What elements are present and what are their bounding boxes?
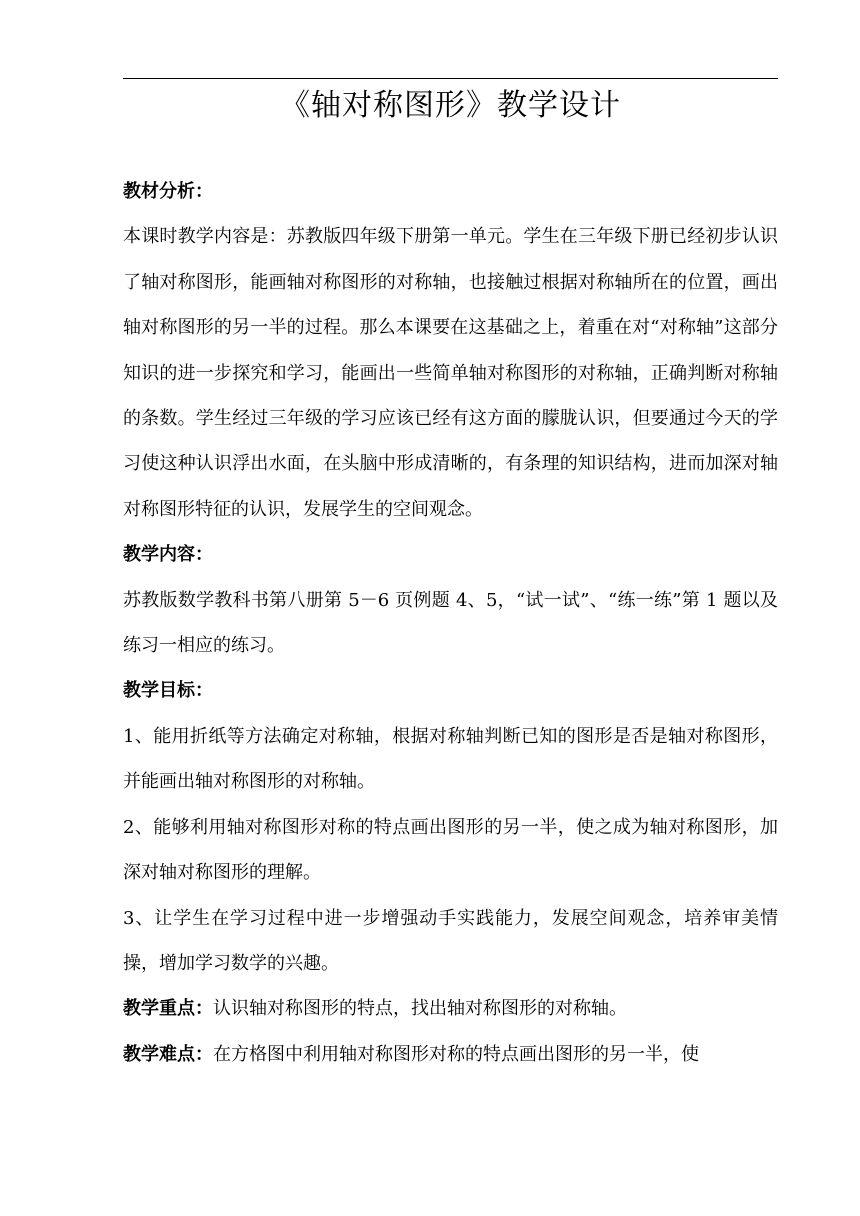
- objective-item-2: 2、能够利用轴对称图形对称的特点画出图形的另一半，使之成为轴对称图形，加深对轴对称图形的理解。: [123, 816, 778, 884]
- objectives-heading: 教学目标：: [123, 680, 213, 702]
- document-body: [123, 169, 778, 1077]
- key-point-label: 教学重点：: [123, 998, 213, 1020]
- document-title: 《轴对称图形》教学设计: [280, 88, 621, 123]
- analysis-heading: 教材分析：: [123, 181, 213, 202]
- header-rule: [123, 78, 778, 79]
- difficulty-label: 教学难点：: [123, 1043, 213, 1065]
- objective-item-3: 3、让学生在学习过程中进一步增强动手实践能力，发展空间观念，培养审美情操，增加学习数学的兴趣。: [123, 907, 778, 974]
- content-paragraph: 苏教版数学教科书第八册第 5－6 页例题 4、5，“试一试”、“练一练”第 1 题以及练习一相应的练习。: [123, 589, 778, 657]
- difficulty-text: 在方格图中利用轴对称图形对称的特点画出图形的另一半，使: [213, 1043, 699, 1065]
- key-point-paragraph: [123, 986, 778, 1031]
- analysis-paragraph: 本课时教学内容是：苏教版四年级下册第一单元。学生在三年级下册已经初步认识了轴对称图形，能画轴对称图形的对称轴，也接触过根据对称轴所在的位置，画出轴对称图形的另一半的过程。那么本课要在这基础之上，着重在对“对称轴”这部分知识的进一步探究和学习，能画出一些简单轴对称图形的对称轴，正确判断对称轴的条数。学生经过三年级的学习应该已经有这方面的朦胧认识，但要通过今天的学习使这种认识浮出水面，在头脑中形成清晰的，有条理的知识结构，进而加深对轴对称图形特征的认识，发展学生的空间观念。: [123, 226, 778, 520]
- key-point-text: 认识轴对称图形的特点，找出轴对称图形的对称轴。: [213, 998, 627, 1020]
- content-heading: 教学内容：: [123, 544, 213, 566]
- difficulty-paragraph: [123, 1032, 778, 1077]
- objective-item-1: 1、能用折纸等方法确定对称轴，根据对称轴判断已知的图形是否是轴对称图形，并能画出轴对称图形的对称轴。: [123, 725, 778, 793]
